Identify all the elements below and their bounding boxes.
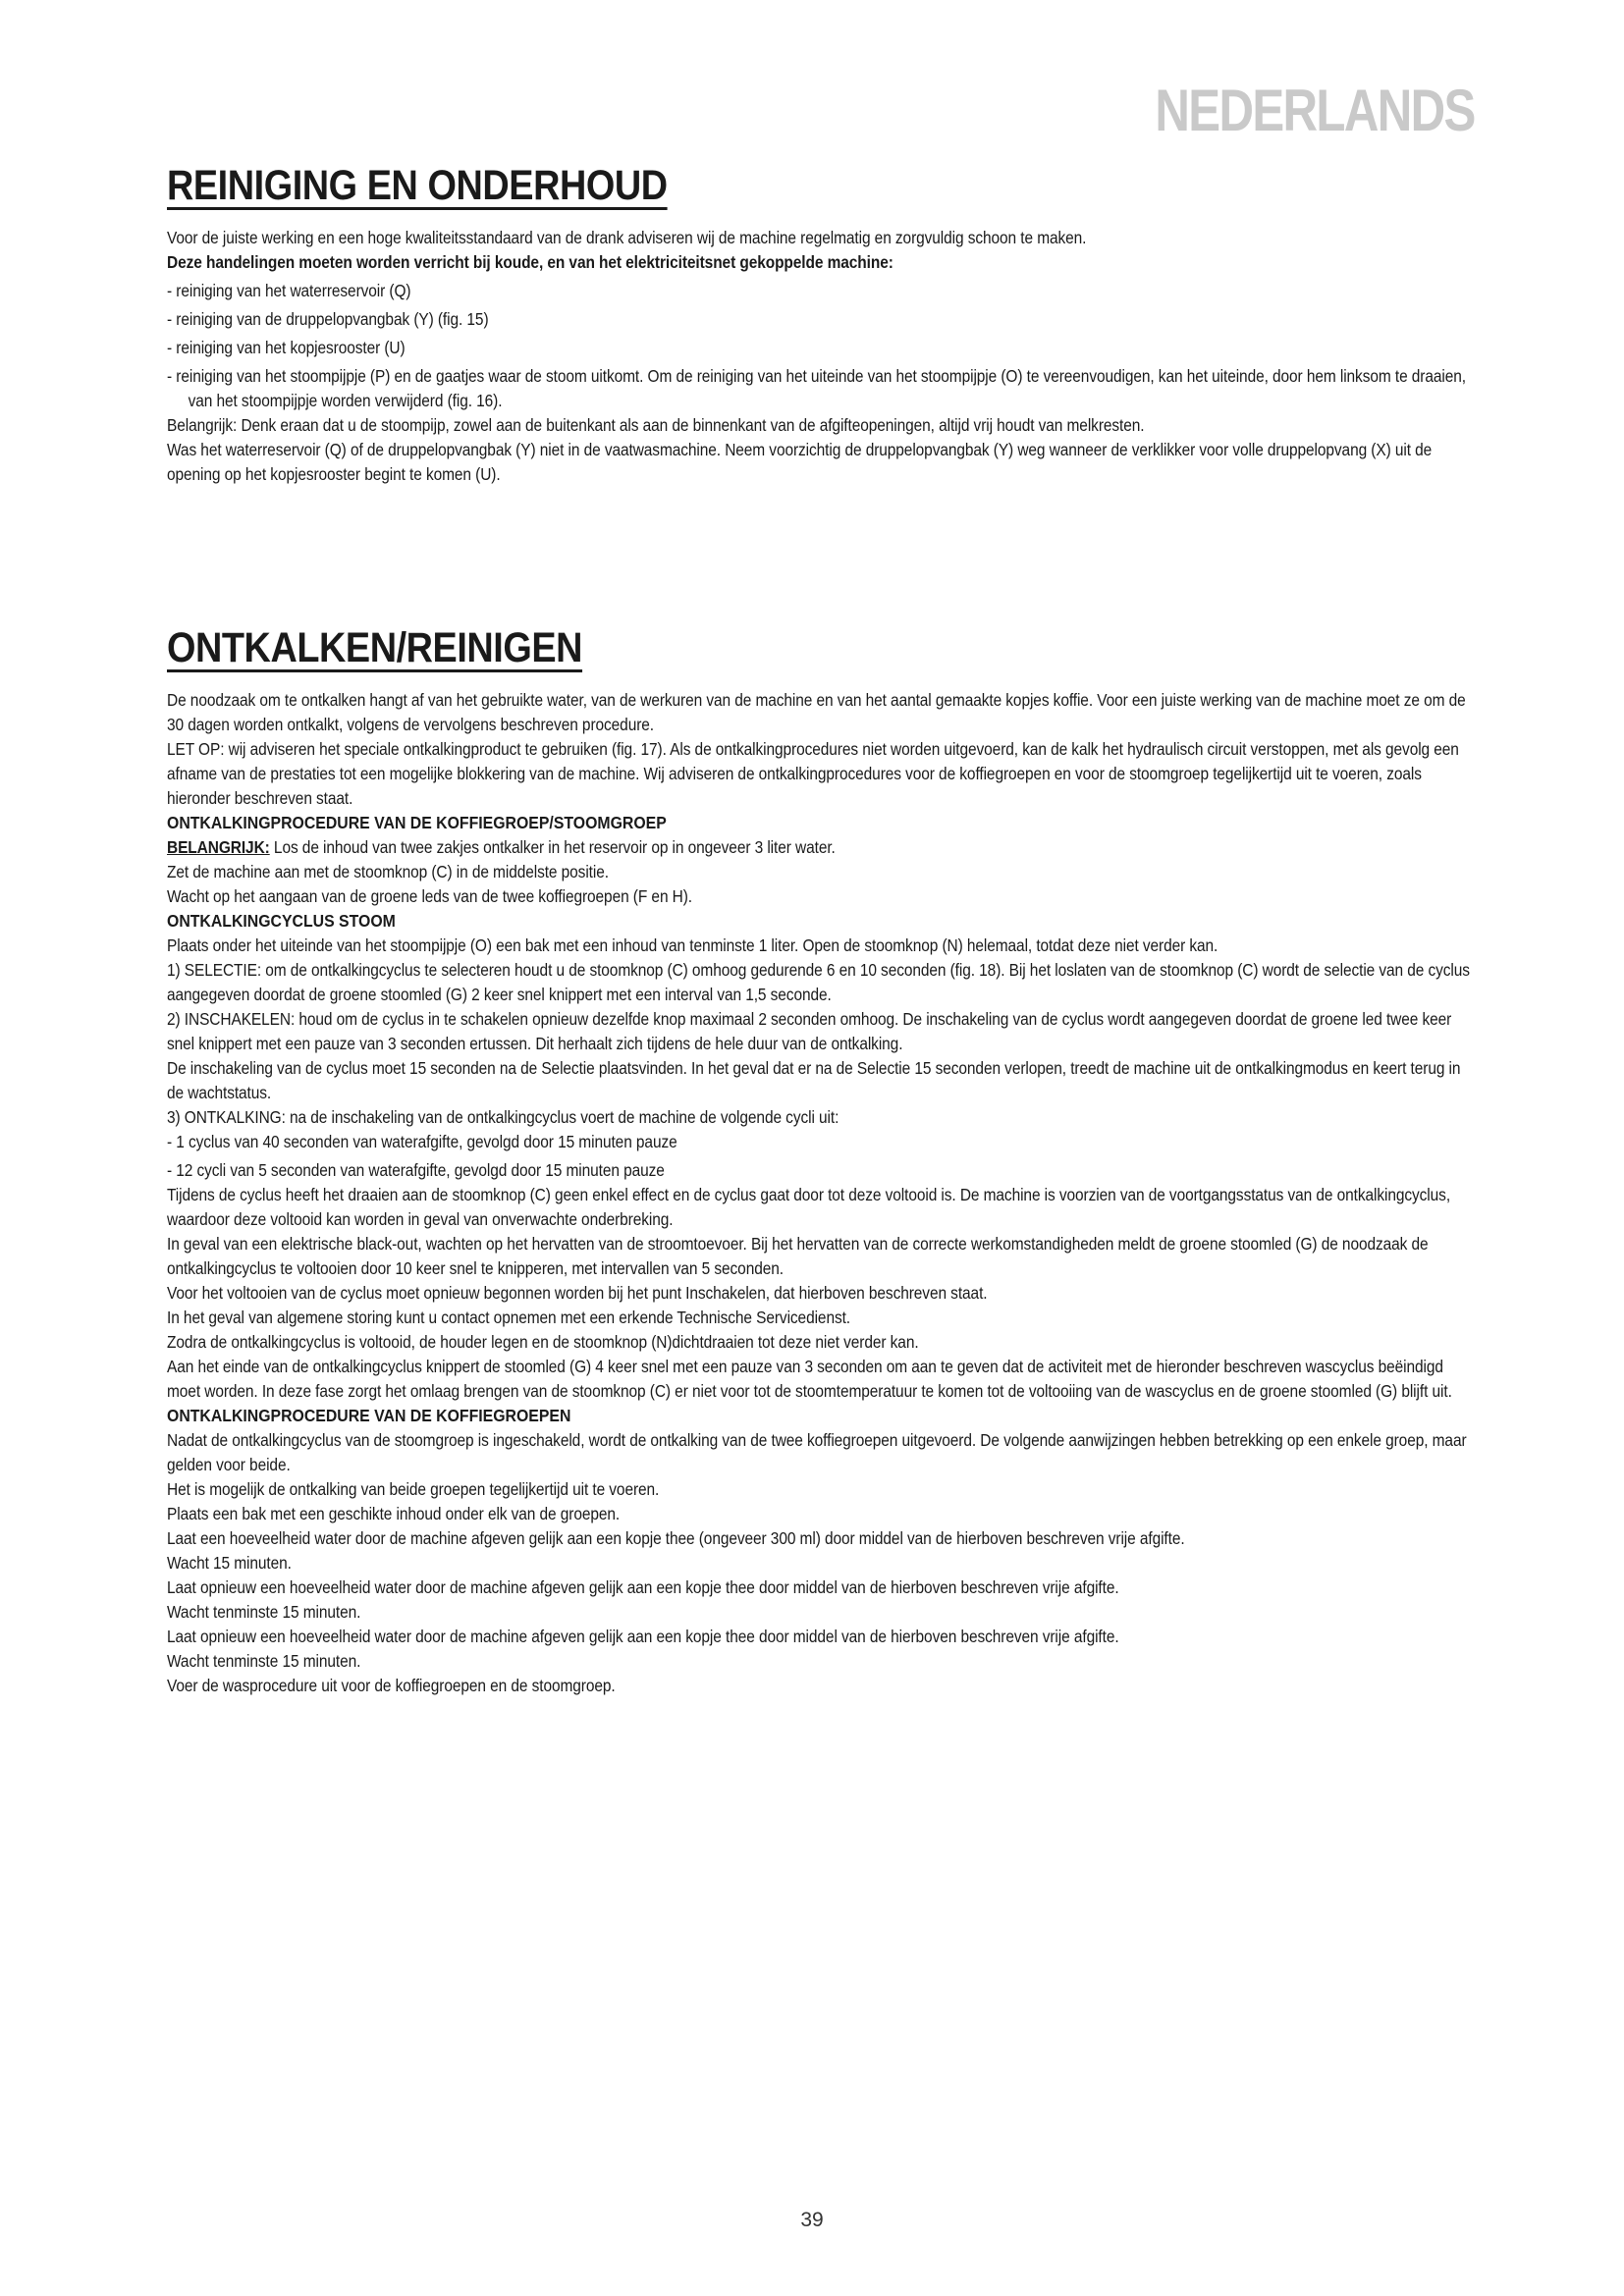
cleaning-intro: Voor de juiste werking en een hoge kwaliteitsstandaard van de drank adviseren wij de machine regelmatig en zorgvuldig schoon te maken. — [167, 228, 1087, 247]
paragraph: 3) ONTKALKING: na de inschakeling van de ontkalkingcyclus voert de machine de volgende cycli uit: — [167, 1107, 839, 1127]
paragraph: Laat opnieuw een hoeveelheid water door de machine afgeven gelijk aan een kopje thee door middel van de hierboven beschreven vrije afgifte. — [167, 1577, 1119, 1597]
paragraph: Zet de machine aan met de stoomknop (C) in de middelste positie. — [167, 862, 609, 881]
paragraph: Het is mogelijk de ontkalking van beide groepen tegelijkertijd uit te voeren. — [167, 1479, 660, 1499]
language-header: NEDERLANDS — [1155, 78, 1475, 143]
list-item: - reiniging van het stoompijpje (P) en de gaatjes waar de stoom uitkomt. Om de reiniging van het uiteinde van het stoompijpje (O) te vereenvoudigen, kan het uiteinde, door hem linksom te draaien, van het stoompijpje worden verwijderd (fig. 16). — [167, 366, 1466, 410]
paragraph: In het geval van algemene storing kunt u contact opnemen met een erkende Technische Servicedienst. — [167, 1308, 851, 1327]
paragraph: Wacht tenminste 15 minuten. — [167, 1651, 361, 1671]
paragraph: Zodra de ontkalkingcyclus is voltooid, de houder legen en de stoomknop (N)dichtdraaien tot deze niet verder kan. — [167, 1332, 919, 1352]
list-item: - 12 cycli van 5 seconden van waterafgifte, gevolgd door 15 minuten pauze — [167, 1160, 665, 1180]
paragraph: Laat opnieuw een hoeveelheid water door de machine afgeven gelijk aan een kopje thee door middel van de hierboven beschreven vrije afgifte. — [167, 1627, 1119, 1646]
paragraph: In geval van een elektrische black-out, wachten op het hervatten van de stroomtoevoer. Bij het hervatten van de correcte werkomstandigheden meldt de groene stoomled (G) de noodzaak de ontkalkingcyclus te voltooien door 10 keer snel te knipperen, met intervallen van 5 seconden. — [167, 1234, 1429, 1278]
list-item: - reiniging van het waterreservoir (Q) — [167, 281, 411, 300]
section-title-descaling: ONTKALKEN/REINIGEN — [167, 624, 583, 671]
cleaning-bold-note: Deze handelingen moeten worden verricht bij koude, en van het elektriciteitsnet gekoppelde machine: — [167, 252, 893, 272]
paragraph: Tijdens de cyclus heeft het draaien aan de stoomknop (C) geen enkel effect en de cyclus gaat door tot deze voltooid is. De machine is voorzien van de voortgangsstatus van de ontkalkingcyclus, waardoor deze voltooid kan worden in geval van onverwachte onderbreking. — [167, 1185, 1451, 1229]
descaling-p1: De noodzaak om te ontkalken hangt af van het gebruikte water, van de werkuren van de machine en van het aantal gemaakte kopjes koffie. Voor een juiste werking van de machine moet ze om de 30 dagen worden ontkalkt, volgens de vervolgens beschreven procedure. — [167, 690, 1466, 734]
list-item: - reiniging van het kopjesrooster (U) — [167, 338, 406, 357]
descaling-p2: LET OP: wij adviseren het speciale ontkalkingproduct te gebruiken (fig. 17). Als de ontkalkingprocedures niet worden uitgevoerd, kan de kalk het hydraulisch circuit verstoppen, met als gevolg een afname van de prestaties tot een mogelijke blokkering van de machine. Wij adviseren de ontkalkingprocedures voor de koffiegroepen en voor de stoomgroep tegelijkertijd uit te voeren, zoals hieronder beschreven staat. — [167, 739, 1459, 808]
paragraph: Voer de wasprocedure uit voor de koffiegroepen en de stoomgroep. — [167, 1676, 616, 1695]
paragraph: Nadat de ontkalkingcyclus van de stoomgroep is ingeschakeld, wordt de ontkalking van de twee koffiegroepen uitgevoerd. De volgende aanwijzingen hebben betrekking op een enkele groep, maar gelden voor beide. — [167, 1430, 1467, 1474]
paragraph: Aan het einde van de ontkalkingcyclus knippert de stoomled (G) 4 keer snel met een pauze van 3 seconden om aan te geven dat de activiteit met de hieronder beschreven wascyclus beëindigd moet worden. In deze fase zorgt het omlaag brengen van de stoomknop (C) er niet voor tot de stoomtemperatuur te komen tot de voltooiing van de wascyclus en de groene stoomled (G) blijft uit. — [167, 1357, 1452, 1401]
paragraph: Laat een hoeveelheid water door de machine afgeven gelijk aan een kopje thee (ongeveer 300 ml) door middel van de hierboven beschreven vrije afgifte. — [167, 1528, 1185, 1548]
descaling-important — [167, 835, 1473, 860]
cleaning-wash-note: Was het waterreservoir (Q) of de druppelopvangbak (Y) niet in de vaatwasmachine. Neem voorzichtig de druppelopvangbak (Y) weg wanneer de verklikker voor volle druppelopvang (X) uit de opening op het kopjesrooster begint te komen (U). — [167, 440, 1433, 484]
paragraph: Plaats onder het uiteinde van het stoompijpje (O) een bak met een inhoud van tenminste 1 liter. Open de stoomknop (N) helemaal, totdat deze niet verder kan. — [167, 935, 1218, 955]
paragraph: Wacht op het aangaan van de groene leds van de twee koffiegroepen (F en H). — [167, 886, 693, 906]
cleaning-important: Belangrijk: Denk eraan dat u de stoompijp, zowel aan de buitenkant als aan de binnenkant van de afgifteopeningen, altijd vrij houdt van melkresten. — [167, 415, 1145, 435]
paragraph: Wacht 15 minuten. — [167, 1553, 292, 1573]
list-item: - reiniging van de druppelopvangbak (Y) (fig. 15) — [167, 309, 489, 329]
page-number: 39 — [800, 2209, 824, 2231]
section-title-cleaning: REINIGING EN ONDERHOUD — [167, 162, 668, 209]
paragraph: 2) INSCHAKELEN: houd om de cyclus in te schakelen opnieuw dezelfde knop maximaal 2 seconden omhoog. De inschakeling van de cyclus wordt aangegeven doordat de groene led twee keer snel knippert met een pauze van 3 seconden ertussen. Dit herhaalt zich tijdens de hele duur van de ontkalking. — [167, 1009, 1452, 1053]
important-label: BELANGRIJK: — [167, 837, 270, 857]
subsection-title: ONTKALKINGCYCLUS STOOM — [167, 911, 396, 931]
important-text: Los de inhoud van twee zakjes ontkalker in het reservoir op in ongeveer 3 liter water. — [269, 837, 836, 857]
section-spacer — [167, 487, 1473, 624]
paragraph: 1) SELECTIE: om de ontkalkingcyclus te selecteren houdt u de stoomknop (C) omhoog gedurende 6 en 10 seconden (fig. 18). Bij het loslaten van de stoomknop (C) wordt de selectie van de cyclus aangegeven doordat de groene stoomled (G) 2 keer snel knippert met een interval van 1,5 seconde. — [167, 960, 1470, 1004]
subsection-title: ONTKALKINGPROCEDURE VAN DE KOFFIEGROEPEN — [167, 1406, 571, 1425]
paragraph: Wacht tenminste 15 minuten. — [167, 1602, 361, 1622]
subsection-title: ONTKALKINGPROCEDURE VAN DE KOFFIEGROEP/STOOMGROEP — [167, 813, 667, 832]
page-content — [167, 162, 1473, 1698]
paragraph: De inschakeling van de cyclus moet 15 seconden na de Selectie plaatsvinden. In het geval dat er na de Selectie 15 seconden verlopen, treedt de machine uit de ontkalkingmodus en keert terug in de wachtstatus. — [167, 1058, 1461, 1102]
paragraph: Plaats een bak met een geschikte inhoud onder elk van de groepen. — [167, 1504, 621, 1523]
paragraph: Voor het voltooien van de cyclus moet opnieuw begonnen worden bij het punt Inschakelen, dat hierboven beschreven staat. — [167, 1283, 988, 1303]
list-item: - 1 cyclus van 40 seconden van waterafgifte, gevolgd door 15 minuten pauze — [167, 1132, 677, 1151]
